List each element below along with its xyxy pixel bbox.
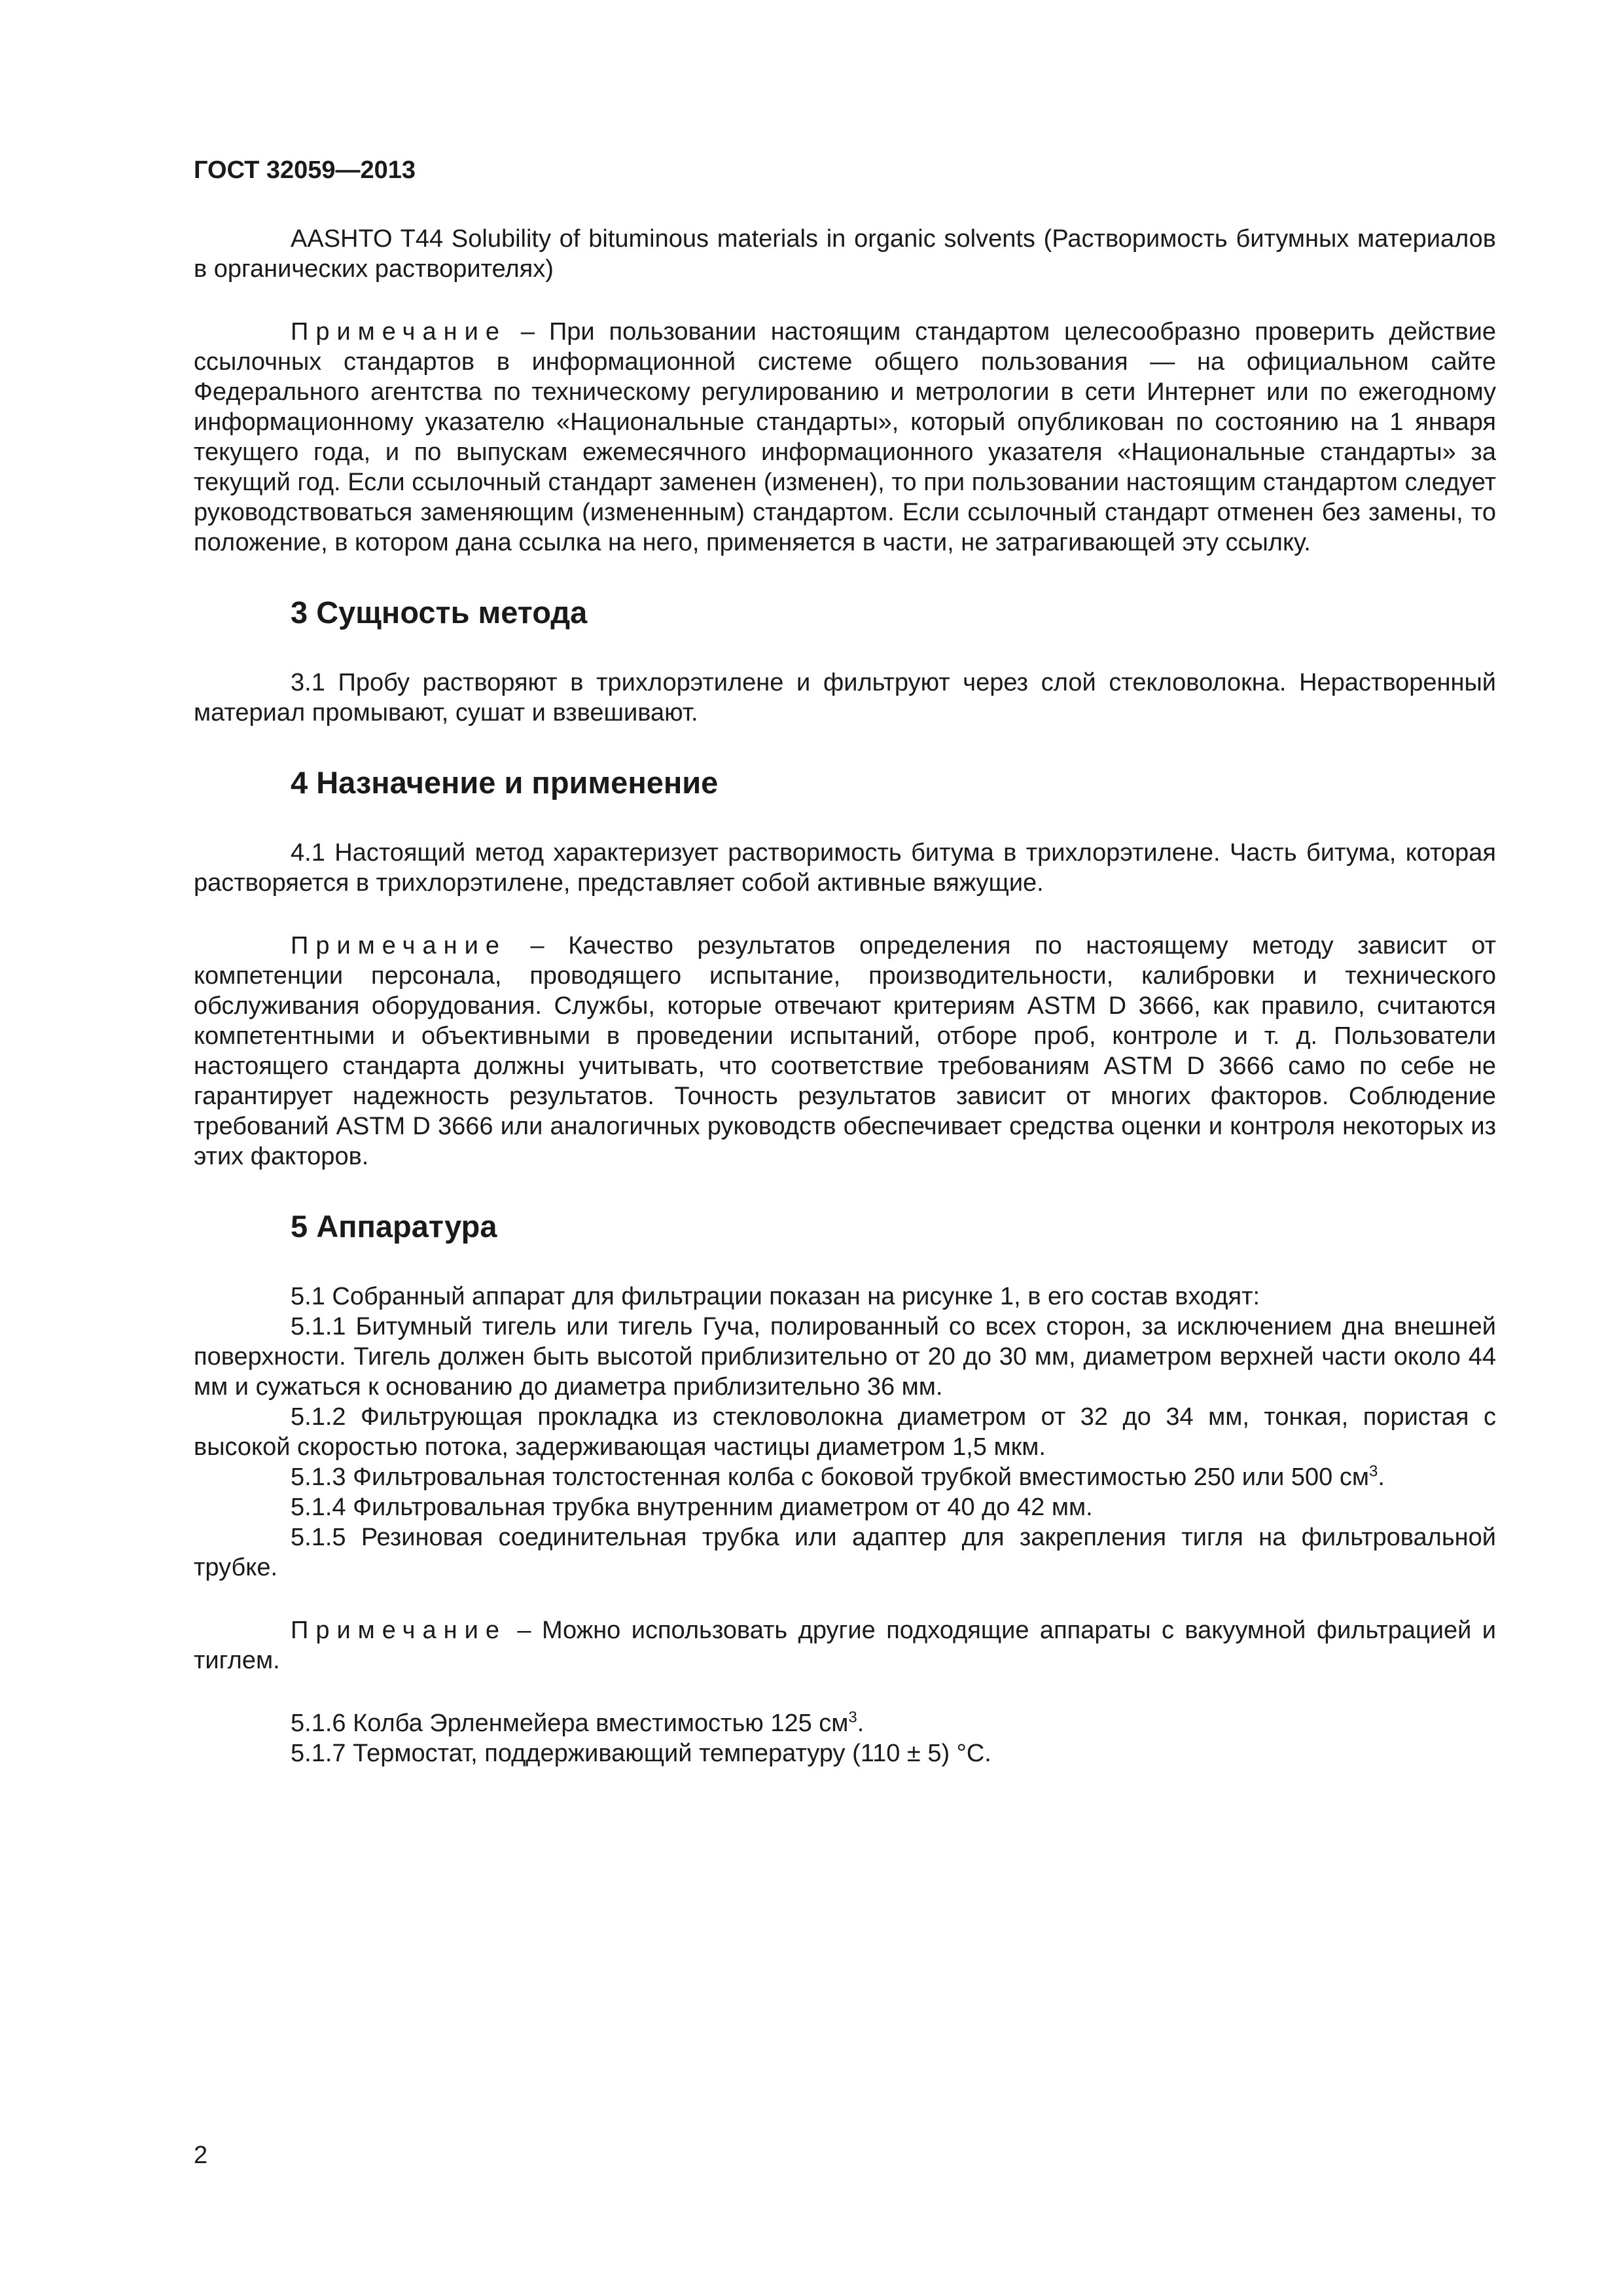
reference-aashto: AASHTO T44 Solubility of bituminous materials in organic solvents (Растворимость битумных материалов в органических растворителях): [194, 225, 1496, 283]
page-content: [194, 154, 1496, 1768]
paragraph-5-1-6: [194, 1708, 1496, 1738]
section-5-title: 5 Аппаратура: [291, 1209, 497, 1244]
paragraph-5-1-5: 5.1.5 Резиновая соединительная трубка или адаптер для закрепления тигля на фильтровальной трубке.: [194, 1524, 1496, 1581]
superscript: 3: [848, 1708, 857, 1727]
note-text: – Качество результатов определения по настоящему методу зависит от компетенции персонала, проводящего испытание, производительности, калибровки и технического обслуживания оборудования. Службы, которые отвечают критериям ASTM D 3666, как правило, считаются компетентными и объективными в проведении испытаний, отборе проб, контроле и т. д. Пользователи настоящего стандарта должны учитывать, что соответствие требованиям ASTM D 3666 само по себе не гарантирует надежность результатов. Точность результатов зависит от многих факторов. Соблюдение требований ASTM D 3666 или аналогичных руководств обеспечивает средства оценки и контроля некоторых из этих факторов.: [194, 932, 1496, 1170]
note-section-4: [194, 931, 1496, 1172]
paragraph-text: 5.1.3 Фильтровальная толстостенная колба с боковой трубкой вместимостью 250 или 500 см: [291, 1463, 1369, 1491]
note-label: Примечание: [291, 318, 507, 346]
section-3-title: 3 Сущность метода: [291, 595, 588, 630]
note-text: – При пользовании настоящим стандартом целесообразно проверить действие ссылочных стандартов в информационной системе общего пользования — на официальном сайте Федерального агентства по техническому регулированию и метрологии в сети Интернет или по ежегодному информационному указателю «Национальные стандарты», который опубликован по состоянию на 1 января текущего года, и по выпускам ежемесячного информационного указателя «Национальные стандарты» за текущий год. Если ссылочный стандарт заменен (изменен), то при пользовании настоящим стандартом следует руководствоваться заменяющим (измененным) стандартом. Если ссылочный стандарт отменен без замены, то положение, в котором дана ссылка на него, применяется в части, не затрагивающей эту ссылку.: [194, 318, 1497, 556]
paragraph-5-1-1: 5.1.1 Битумный тигель или тигель Гуча, полированный со всех сторон, за исключением дна внешней поверхности. Тигель должен быть высотой приблизительно от 20 до 30 мм, диаметром верхней части около 44 мм и сужаться к основанию до диаметра приблизительно 36 мм.: [194, 1313, 1496, 1401]
paragraph-5-1-7: 5.1.7 Термостат, поддерживающий температуру (110 ± 5) °С.: [291, 1740, 991, 1767]
paragraph-5-1-2: 5.1.2 Фильтрующая прокладка из стекловолокна диаметром от 32 до 34 мм, тонкая, пористая с высокой скоростью потока, задерживающая частицы диаметром 1,5 мкм.: [194, 1403, 1496, 1461]
paragraph-5-1-4: 5.1.4 Фильтровальная трубка внутренним диаметром от 40 до 42 мм.: [291, 1494, 1093, 1521]
note-text: – Можно использовать другие подходящие аппараты с вакуумной фильтрацией и тиглем.: [194, 1617, 1496, 1674]
note-section-5: [194, 1615, 1496, 1676]
paragraph-end: .: [1378, 1463, 1385, 1491]
section-4-title: 4 Назначение и применение: [291, 765, 719, 800]
paragraph-5-1-3: [194, 1462, 1496, 1492]
note-references: [194, 317, 1496, 558]
page-number: 2: [194, 2142, 208, 2169]
paragraph-5-1: 5.1 Собранный аппарат для фильтрации показан на рисунке 1, в его состав входят:: [291, 1283, 1260, 1310]
paragraph-text: 5.1.6 Колба Эрленмейера вместимостью 125 см: [291, 1710, 849, 1737]
superscript: 3: [1369, 1462, 1378, 1480]
document-header: ГОСТ 32059—2013: [194, 156, 416, 184]
paragraph-4-1: 4.1 Настоящий метод характеризует растворимость битума в трихлорэтилене. Часть битума, которая растворяется в трихлорэтилене, представляет собой активные вяжущие.: [194, 839, 1496, 897]
paragraph-3-1: 3.1 Пробу растворяют в трихлорэтилене и фильтруют через слой стекловолокна. Нерастворенный материал промывают, сушат и взвешивают.: [194, 669, 1496, 726]
note-label: Примечание: [291, 932, 507, 960]
paragraph-end: .: [857, 1710, 865, 1737]
note-label: Примечание: [291, 1617, 507, 1644]
